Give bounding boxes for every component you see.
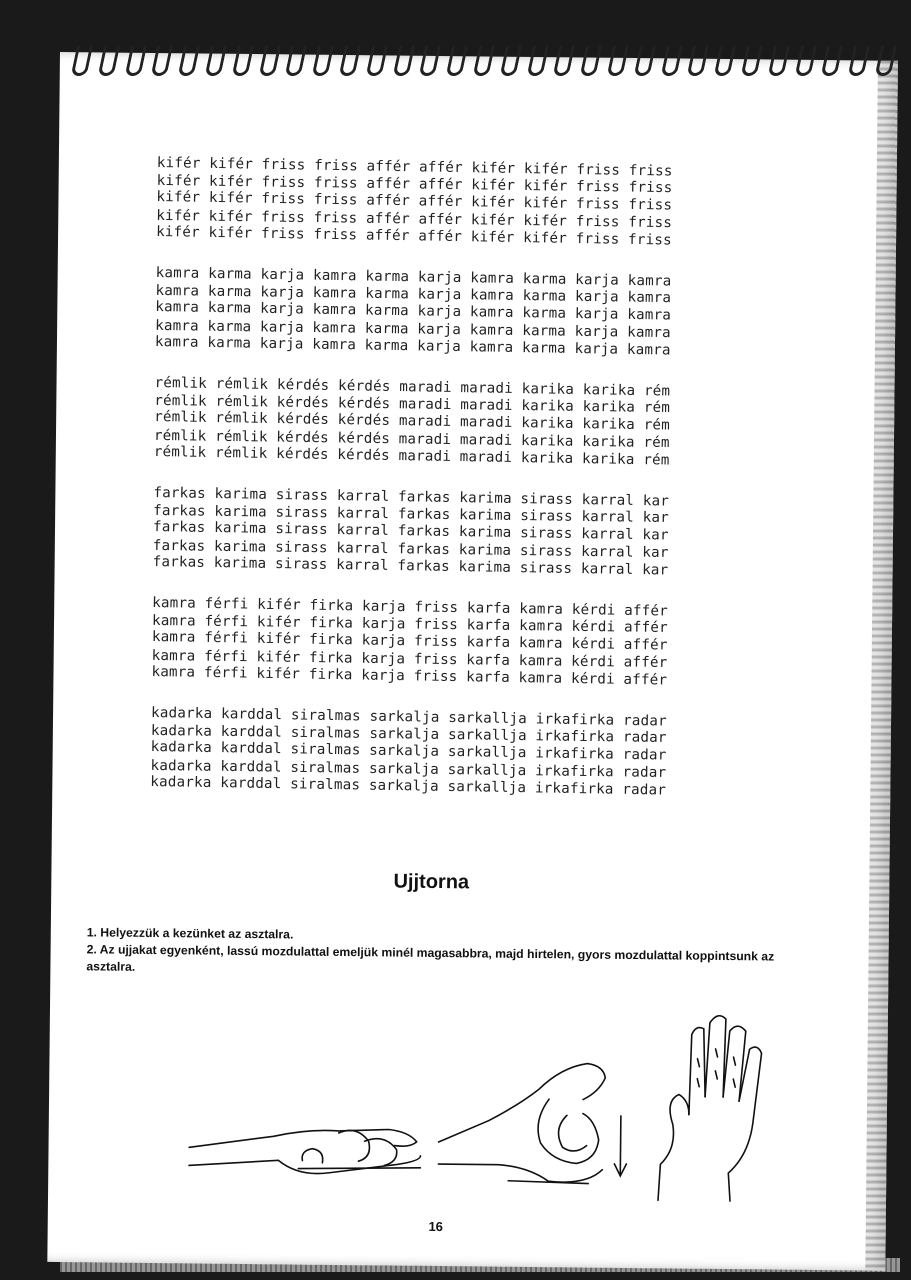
drill-line: kamra karma karja kamra karma karja kamra karma karja kamra xyxy=(155,299,672,324)
page-number: 16 xyxy=(428,1218,444,1235)
workbook-page xyxy=(47,52,898,1271)
typing-drills xyxy=(150,157,817,824)
drill-line: kamra karma karja kamra karma karja kamra karma karja kamra xyxy=(155,283,672,307)
spiral-coil xyxy=(633,44,656,76)
spiral-coil xyxy=(151,44,174,76)
raised-hand-illustration xyxy=(658,1015,762,1201)
drill-line: kamra karma karja kamra karma karja kamra karma karja kamra xyxy=(154,333,671,359)
spiral-coil xyxy=(392,44,415,76)
spiral-coil xyxy=(821,44,844,76)
drill-line: kadarka karddal siralmas sarkalja sarkallja irkafirka radar xyxy=(150,739,667,765)
drill-line: farkas karima sirass karral farkas karima sirass karral kar xyxy=(152,519,669,544)
drill-line: kamra férfi kifér firka karja friss karfa kamra kérdi affér xyxy=(152,595,669,620)
drill-line: kadarka karddal siralmas sarkalja sarkallja irkafirka radar xyxy=(150,705,667,730)
spiral-coil xyxy=(741,44,764,76)
drill-block xyxy=(153,487,814,580)
spiral-coil xyxy=(339,44,362,76)
spiral-coil xyxy=(97,44,120,76)
drill-block xyxy=(151,597,812,690)
drill-line: kadarka karddal siralmas sarkalja sarkallja irkafirka radar xyxy=(150,757,667,781)
drill-line: farkas karima sirass karral farkas karima sirass karral kar xyxy=(152,537,669,561)
drill-line: kamra férfi kifér firka karja friss karfa kamra kérdi affér xyxy=(151,613,668,637)
spiral-coil xyxy=(419,44,442,76)
spiral-coil xyxy=(124,44,147,76)
spiral-coil xyxy=(714,44,737,76)
drill-line: kifér kifér friss friss affér affér kifér kifér friss friss xyxy=(156,207,673,231)
spiral-coil xyxy=(499,44,522,76)
drill-block xyxy=(154,377,815,470)
spiral-coil xyxy=(231,44,254,76)
drill-block xyxy=(156,157,817,250)
drill-line: kamra férfi kifér firka karja friss karfa kamra kérdi affér xyxy=(151,647,668,671)
drill-line: kamra férfi kifér firka karja friss karfa kamra kérdi affér xyxy=(151,663,668,689)
spiral-coil xyxy=(553,44,576,76)
spiral-coil xyxy=(178,44,201,76)
drill-line: kamra karma karja kamra karma karja kamra karma karja kamra xyxy=(155,265,672,290)
drill-line: rémlik rémlik kérdés kérdés maradi maradi karika karika rém xyxy=(154,393,671,417)
drill-line: rémlik rémlik kérdés kérdés maradi maradi karika karika rém xyxy=(154,409,671,434)
spiral-binding xyxy=(74,40,894,76)
spiral-coil xyxy=(794,44,817,76)
spiral-coil xyxy=(446,44,469,76)
drill-block xyxy=(150,707,811,800)
finger-exercise-illustrations xyxy=(188,999,790,1205)
instructions xyxy=(86,924,806,983)
drill-line: kifér kifér friss friss affér affér kifér kifér friss friss xyxy=(156,155,673,180)
drill-block xyxy=(155,267,816,360)
drill-line: farkas karima sirass karral farkas karima sirass karral kar xyxy=(153,485,670,510)
spiral-coil xyxy=(71,44,94,76)
spiral-coil xyxy=(205,44,228,76)
spiral-coil xyxy=(607,44,630,76)
drill-line: kifér kifér friss friss affér affér kifér kifér friss friss xyxy=(156,173,673,197)
section-title: Ujjtorna xyxy=(393,870,470,894)
drill-line: kadarka karddal siralmas sarkalja sarkallja irkafirka radar xyxy=(150,723,667,747)
drill-line: kamra férfi kifér firka karja friss karfa kamra kérdi affér xyxy=(151,629,668,654)
spiral-coil xyxy=(365,44,388,76)
drill-line: farkas karima sirass karral farkas karima sirass karral kar xyxy=(153,503,670,527)
drill-line: kifér kifér friss friss affér affér kifér kifér friss friss xyxy=(156,189,673,214)
spiral-coil xyxy=(526,44,549,76)
flat-hand-illustration xyxy=(188,1127,420,1174)
drill-line: kifér kifér friss friss affér affér kifér kifér friss friss xyxy=(155,223,672,249)
spiral-coil xyxy=(312,44,335,76)
instruction-step-1: 1. Helyezzük a kezünket az asztalra. xyxy=(86,925,294,942)
curled-hand-illustration xyxy=(438,1062,627,1184)
instruction-step-2: 2. Az ujjakat egyenként, lassú mozdulattal emeljük minél magasabbra, majd hirtelen, gyors mozdulattal koppintsunk az asztalra. xyxy=(86,942,775,974)
spiral-coil xyxy=(875,44,898,76)
spiral-coil xyxy=(473,44,496,76)
drill-line: rémlik rémlik kérdés kérdés maradi maradi karika karika rém xyxy=(153,427,670,451)
spiral-coil xyxy=(687,44,710,76)
drill-line: rémlik rémlik kérdés kérdés maradi maradi karika karika rém xyxy=(154,375,671,400)
spiral-coil xyxy=(258,44,281,76)
spiral-coil xyxy=(580,44,603,76)
spiral-coil xyxy=(660,44,683,76)
drill-line: farkas karima sirass karral farkas karima sirass karral kar xyxy=(152,553,669,579)
spiral-coil xyxy=(285,44,308,76)
drill-line: kadarka karddal siralmas sarkalja sarkallja irkafirka radar xyxy=(150,773,667,799)
drill-line: rémlik rémlik kérdés kérdés maradi maradi karika karika rém xyxy=(153,443,670,469)
spiral-coil xyxy=(848,44,871,76)
spiral-coil xyxy=(767,44,790,76)
drill-line: kamra karma karja kamra karma karja kamra karma karja kamra xyxy=(155,317,671,341)
